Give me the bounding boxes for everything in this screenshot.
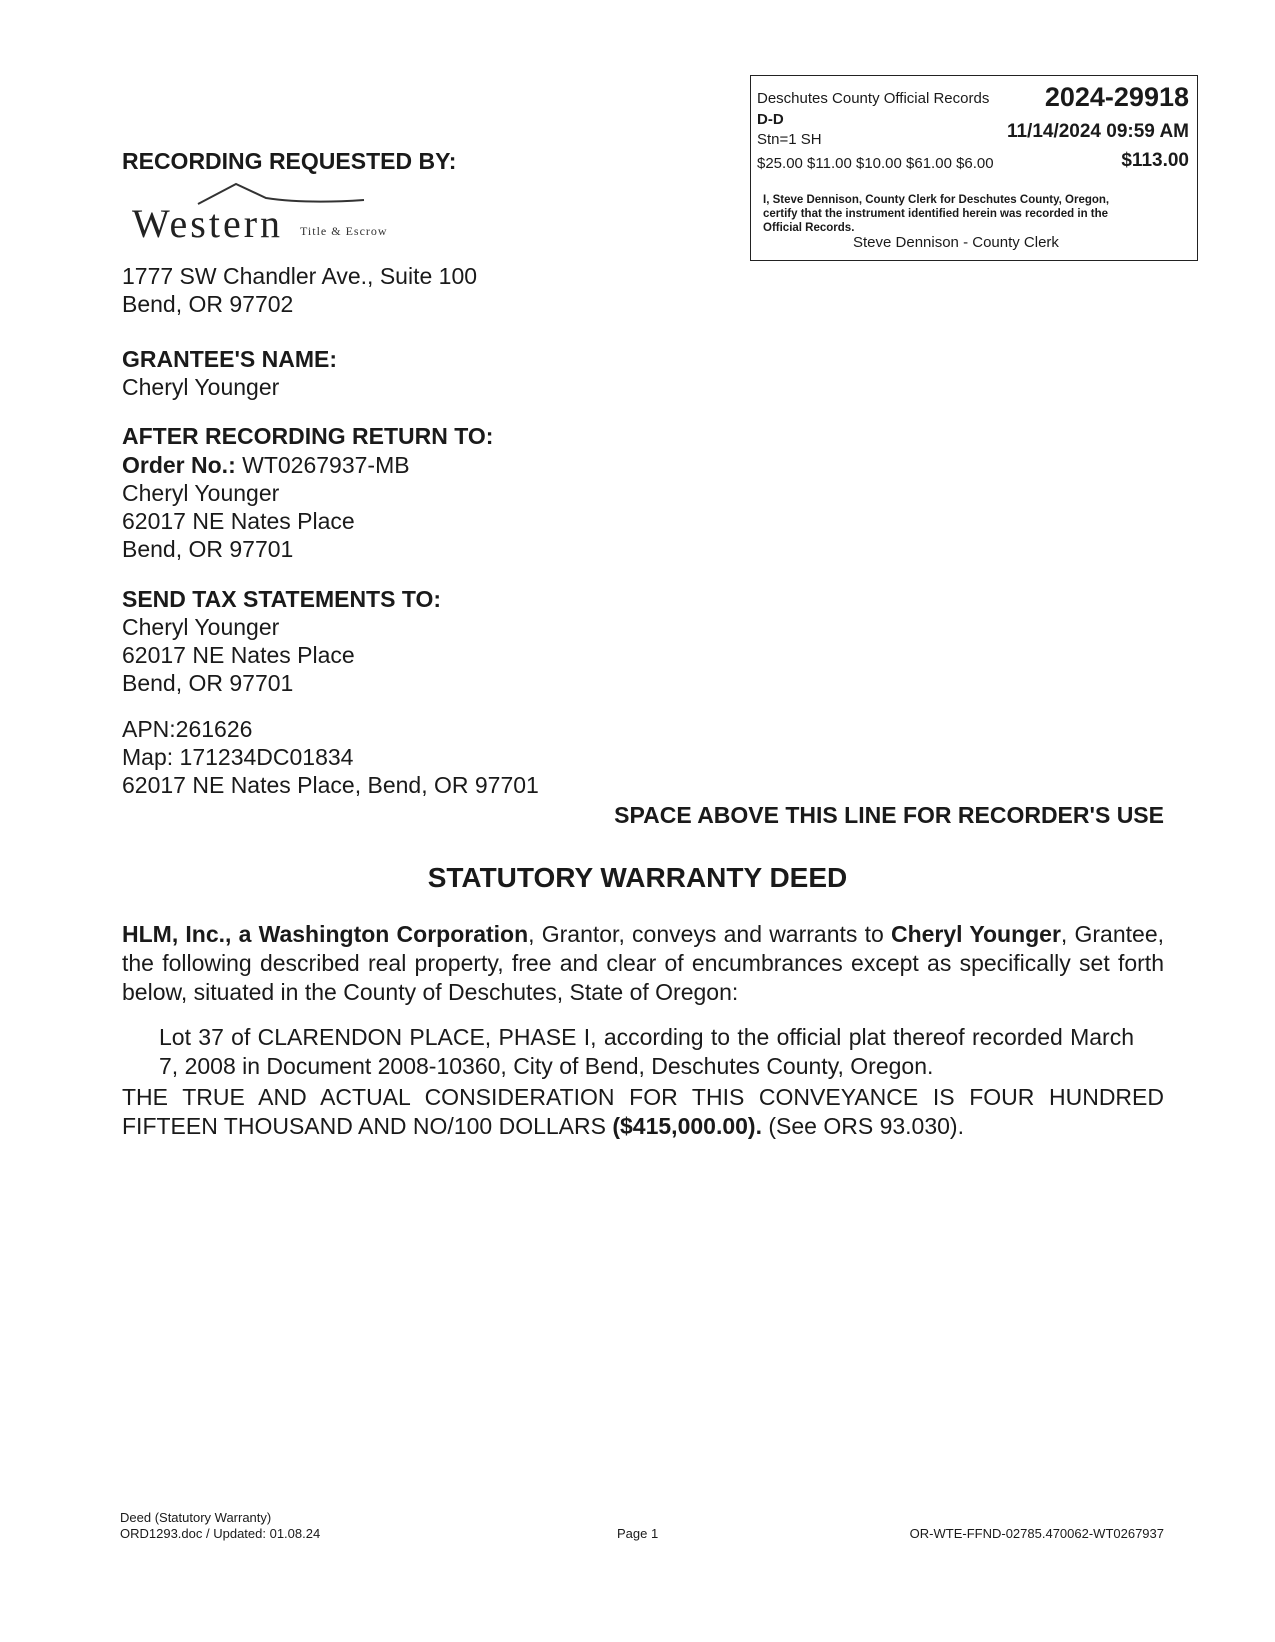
order-number-line [122,452,410,479]
return-to-heading: AFTER RECORDING RETURN TO: [122,423,494,449]
consideration-paragraph [122,1083,1164,1141]
requester-address-line1: 1777 SW Chandler Ave., Suite 100 [122,263,478,289]
conveyance-paragraph [122,920,1164,1007]
recording-requested-heading: RECORDING REQUESTED BY: [122,148,457,174]
stamp-office: Deschutes County Official Records [757,90,990,107]
logo-tagline: Title & Escrow [300,224,388,238]
recording-stamp [750,75,1198,261]
return-to-name: Cheryl Younger [122,480,280,506]
conveys-rest: , Grantee, the following described real property, free and clear of encumbrances except as specifically set forth below, situated in the County of Deschutes, State of Oregon: [122,921,1165,1005]
consideration-text: THE TRUE AND ACTUAL CONSIDERATION FOR THIS CONVEYANCE IS FOUR HUNDRED FIFTEEN THOUSAND AND NO/100 DOLLARS [122,1084,1164,1139]
grantee-name: Cheryl Younger [122,374,280,400]
recorder-use-line: SPACE ABOVE THIS LINE FOR RECORDER'S USE [614,802,1164,828]
return-to-address-line1: 62017 NE Nates Place [122,508,355,534]
stamp-record-number: 2024-29918 [1044,82,1189,112]
consideration-ref: (See ORS 93.030). [761,1113,964,1139]
stamp-total: $113.00 [1121,150,1189,171]
footer-doc-id: OR-WTE-FFND-02785.470062-WT0267937 [909,1526,1164,1541]
tax-statements-address-line1: 62017 NE Nates Place [122,642,355,668]
stamp-station: Stn=1 SH [757,131,822,148]
legal-description: Lot 37 of CLARENDON PLACE, PHASE I, according to the official plat thereof recorded March 7, 2008 in Document 2008-10360, City of Bend, Deschutes County, Oregon. [159,1024,1134,1079]
stamp-datetime: 11/14/2024 09:59 AM [1006,121,1189,142]
footer-form-name: Deed (Statutory Warranty) [120,1510,272,1525]
property-address: 62017 NE Nates Place, Bend, OR 97701 [122,772,539,798]
requester-address-line2: Bend, OR 97702 [122,291,294,317]
grantor-name: HLM, Inc., a Washington Corporation [122,921,529,947]
footer-page: Page 1 [617,1526,659,1541]
order-label: Order No.: [122,452,236,478]
grantee-name-inline: Cheryl Younger [890,921,1061,947]
apn: APN:261626 [122,716,253,742]
tax-statements-name: Cheryl Younger [122,614,280,640]
grantee-heading: GRANTEE'S NAME: [122,346,338,372]
footer-form-file: ORD1293.doc / Updated: 01.08.24 [120,1526,321,1541]
consideration-amount: ($415,000.00). [612,1113,762,1139]
order-number: WT0267937-MB [242,452,410,478]
stamp-certification: I, Steve Dennison, County Clerk for Deschutes County, Oregon, certify that the instrument identified herein was recorded in the Official Records. [763,194,1110,234]
tax-statements-heading: SEND TAX STATEMENTS TO: [122,586,442,612]
stamp-fees: $25.00 $11.00 $10.00 $61.00 $6.00 [757,155,994,172]
deed-title: STATUTORY WARRANTY DEED [427,862,848,893]
company-logo [132,178,432,248]
logo-name: Western [132,201,284,246]
tax-statements-address-line2: Bend, OR 97701 [122,670,294,696]
stamp-clerk-signature: Steve Dennison - County Clerk [853,234,1059,251]
conveys-text: , Grantor, conveys and warrants to [528,921,891,947]
return-to-address-line2: Bend, OR 97701 [122,536,294,562]
map-number: Map: 171234DC01834 [122,744,354,770]
stamp-doc-type: D-D [757,111,784,128]
